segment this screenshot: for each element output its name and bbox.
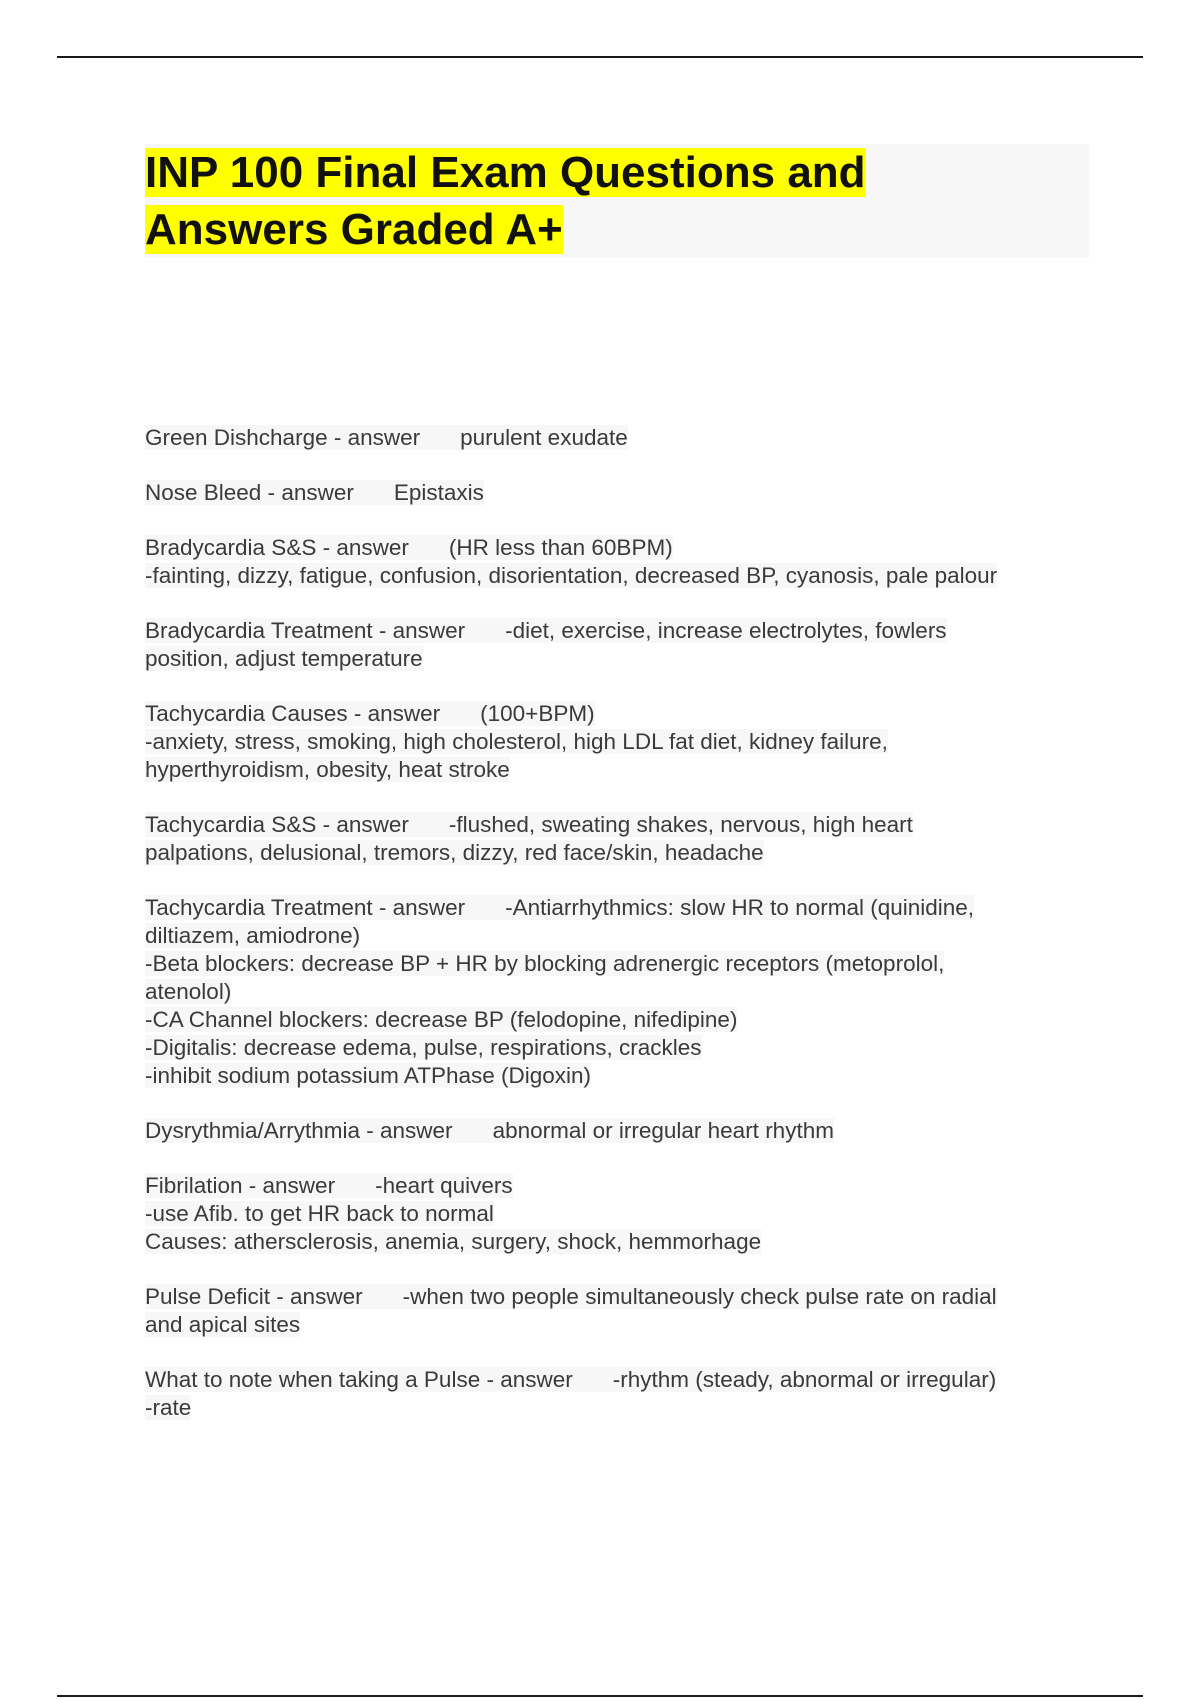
qa-answer-text: -when two people simultaneously check pulse rate on radial <box>402 1284 997 1309</box>
qa-answer-text: palpations, delusional, tremors, dizzy, red face/skin, headache <box>145 840 764 865</box>
qa-line-shade <box>145 1284 997 1309</box>
footer-rule <box>57 1695 1143 1697</box>
qa-answer-line <box>145 728 1105 756</box>
qa-line-shade <box>145 979 231 1004</box>
qa-answer-text: -Antiarrhythmics: slow HR to normal (quinidine, <box>505 895 975 920</box>
qa-answer-text: -rate <box>145 1395 192 1420</box>
qa-line-shade <box>145 840 764 865</box>
qa-answer-line <box>145 1311 1105 1339</box>
qa-line-shade <box>145 1367 996 1392</box>
qa-term: Bradycardia S&S - answer <box>145 535 409 560</box>
qa-entry <box>145 1366 1105 1422</box>
qa-entry <box>145 534 1105 590</box>
qa-answer-text: Epistaxis <box>393 480 484 505</box>
qa-first-line <box>145 894 1105 922</box>
qa-line-shade <box>145 1395 191 1420</box>
title-line-1: INP 100 Final Exam Questions and <box>145 148 866 197</box>
qa-entry <box>145 1283 1105 1339</box>
qa-term: Tachycardia Treatment - answer <box>145 895 466 920</box>
qa-line-shade <box>145 1229 761 1254</box>
qa-line-shade <box>145 923 360 948</box>
qa-term: Tachycardia S&S - answer <box>145 812 409 837</box>
title-line-2: Answers Graded A+ <box>145 205 563 254</box>
qa-answer-text: -diet, exercise, increase electrolytes, fowlers <box>505 618 947 643</box>
qa-answer-text: -use Afib. to get HR back to normal <box>145 1201 494 1226</box>
qa-answer-line <box>145 562 1105 590</box>
qa-answer-text: -anxiety, stress, smoking, high cholesterol, high LDL fat diet, kidney failure, <box>145 729 888 754</box>
title-block <box>145 144 1089 258</box>
qa-entry <box>145 811 1105 867</box>
qa-answer-line <box>145 1062 1105 1090</box>
qa-answer-line <box>145 978 1105 1006</box>
qa-answer-line <box>145 1200 1105 1228</box>
qa-answer-line <box>145 1034 1105 1062</box>
qa-term: Pulse Deficit - answer <box>145 1284 363 1309</box>
qa-line-shade <box>145 646 423 671</box>
qa-answer-text: position, adjust temperature <box>145 646 423 671</box>
qa-entry <box>145 700 1105 784</box>
qa-first-line <box>145 1172 1105 1200</box>
qa-line-shade <box>145 1201 494 1226</box>
qa-answer-text: -inhibit sodium potassium ATPhase (Digoxin) <box>145 1063 592 1088</box>
qa-line-shade <box>145 729 888 754</box>
page-title <box>145 144 1089 258</box>
qa-line-shade <box>145 425 628 450</box>
qa-first-line <box>145 479 1105 507</box>
qa-first-line <box>145 617 1105 645</box>
qa-answer-line <box>145 645 1105 673</box>
header-rule <box>57 56 1143 58</box>
qa-line-shade <box>145 535 673 560</box>
qa-first-line <box>145 1117 1105 1145</box>
qa-term: Tachycardia Causes - answer <box>145 701 441 726</box>
qa-answer-text: (100+BPM) <box>480 701 595 726</box>
qa-term: Bradycardia Treatment - answer <box>145 618 466 643</box>
qa-line-shade <box>145 480 484 505</box>
qa-answer-text: Causes: athersclerosis, anemia, surgery, shock, hemmorhage <box>145 1229 762 1254</box>
qa-first-line <box>145 1283 1105 1311</box>
qa-answer-text: purulent exudate <box>460 425 628 450</box>
qa-answer-line <box>145 950 1105 978</box>
qa-first-line <box>145 811 1105 839</box>
qa-answer-text: -fainting, dizzy, fatigue, confusion, disorientation, decreased BP, cyanosis, pale palour <box>145 563 998 588</box>
qa-term: Green Dishcharge - answer <box>145 425 421 450</box>
qa-entry <box>145 1117 1105 1145</box>
qa-term: Nose Bleed - answer <box>145 480 354 505</box>
qa-answer-text: diltiazem, amiodrone) <box>145 923 361 948</box>
qa-first-line <box>145 700 1105 728</box>
qa-line-shade <box>145 757 510 782</box>
qa-line-shade <box>145 812 913 837</box>
qa-entry <box>145 617 1105 673</box>
qa-answer-text: -Digitalis: decrease edema, pulse, respirations, crackles <box>145 1035 702 1060</box>
qa-answer-text: -flushed, sweating shakes, nervous, high heart <box>448 812 913 837</box>
qa-answer-line <box>145 756 1105 784</box>
qa-first-line <box>145 424 1105 452</box>
qa-first-line <box>145 534 1105 562</box>
qa-line-shade <box>145 1007 737 1032</box>
qa-line-shade <box>145 1035 702 1060</box>
qa-answer-text: abnormal or irregular heart rhythm <box>492 1118 834 1143</box>
qa-line-shade <box>145 1173 513 1198</box>
qa-answer-line <box>145 922 1105 950</box>
qa-list <box>145 424 1105 1449</box>
qa-line-shade <box>145 618 947 643</box>
qa-line-shade <box>145 563 997 588</box>
qa-answer-text: hyperthyroidism, obesity, heat stroke <box>145 757 510 782</box>
qa-first-line <box>145 1366 1105 1394</box>
qa-answer-text: -rhythm (steady, abnormal or irregular) <box>612 1367 997 1392</box>
qa-line-shade <box>145 1118 834 1143</box>
qa-term: Fibrilation - answer <box>145 1173 336 1198</box>
qa-answer-line <box>145 839 1105 867</box>
qa-term: Dysrythmia/Arrythmia - answer <box>145 1118 453 1143</box>
qa-entry <box>145 1172 1105 1256</box>
qa-entry <box>145 894 1105 1090</box>
qa-line-shade <box>145 951 944 976</box>
qa-answer-text: -heart quivers <box>375 1173 513 1198</box>
qa-entry <box>145 479 1105 507</box>
qa-line-shade <box>145 701 595 726</box>
qa-answer-text: (HR less than 60BPM) <box>448 535 673 560</box>
qa-entry <box>145 424 1105 452</box>
qa-answer-text: atenolol) <box>145 979 232 1004</box>
qa-answer-line <box>145 1228 1105 1256</box>
qa-answer-text: and apical sites <box>145 1312 301 1337</box>
qa-answer-line <box>145 1394 1105 1422</box>
qa-line-shade <box>145 1312 300 1337</box>
qa-answer-text: -Beta blockers: decrease BP + HR by blocking adrenergic receptors (metoprolol, <box>145 951 945 976</box>
qa-line-shade <box>145 895 974 920</box>
qa-answer-text: -CA Channel blockers: decrease BP (felodopine, nifedipine) <box>145 1007 738 1032</box>
qa-line-shade <box>145 1063 591 1088</box>
qa-answer-line <box>145 1006 1105 1034</box>
qa-term: What to note when taking a Pulse - answer <box>145 1367 573 1392</box>
